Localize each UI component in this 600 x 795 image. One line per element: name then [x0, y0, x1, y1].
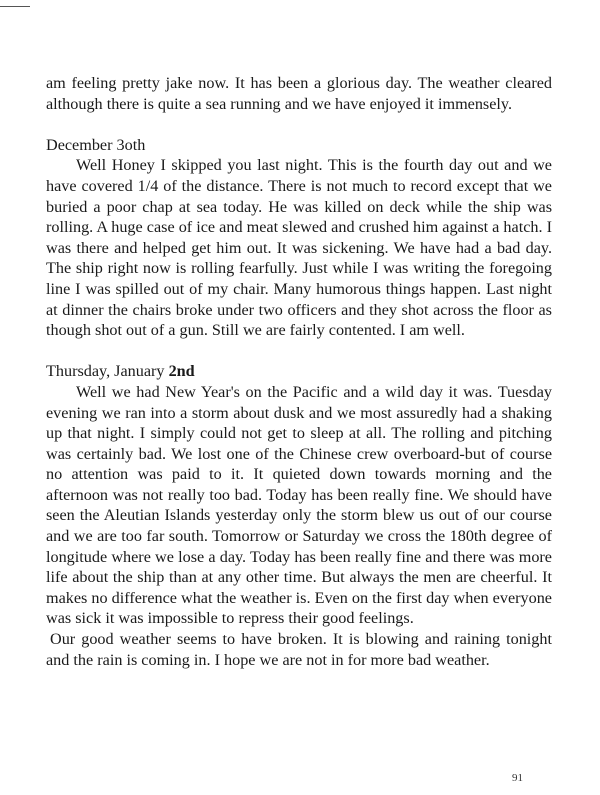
- page-body: [46, 73, 552, 670]
- corner-rule: [0, 6, 30, 7]
- spacer: [46, 341, 552, 362]
- page-number: 91: [512, 772, 523, 784]
- entry-heading-jan2-prefix: Thursday, January: [46, 362, 169, 381]
- entry-heading-dec30: December 3oth: [46, 135, 146, 154]
- spacer: [46, 114, 552, 135]
- entry-text-jan2-continued: Our good weather seems to have broken. It is blowing and raining tonight and the rain is coming in. I hope we are not in for more bad weather.: [46, 630, 552, 669]
- intro-paragraph: am feeling pretty jake now. It has been a glorious day. The weather cleared although there is quite a sea running and we have enjoyed it immensely.: [46, 74, 552, 113]
- entry-text-dec30: Well Honey I skipped you last night. This is the fourth day out and we have covered 1/4 of the distance. There is not much to record except that we buried a poor chap at sea today. He was killed on deck while the ship was rolling. A huge case of ice and meat slewed and crushed him against a hatch. I was there and helped get him out. It was sickening. We have had a bad day. The ship right now is rolling fearfully. Just while I was writing the foregoing line I was spilled out of my chair. Many humorous things happen. Last night at dinner the chairs broke under two officers and they shot across the floor as though shot out of a gun. Still we are fairly contented. I am well.: [46, 156, 552, 340]
- entry-heading-jan2: [46, 361, 552, 382]
- entry-text-jan2: Well we had New Year's on the Pacific and a wild day it was. Tuesday evening we ran into a storm about dusk and we most assuredly had a shaking up that night. I simply could not get to sleep at all. The rolling and pitching was certainly bad. We lost one of the Chinese crew overboard-but of course no attention was paid to it. It quieted down towards morning and the afternoon was not really too bad. Today has been really fine. We should have seen the Aleutian Islands yesterday only the storm blew us out of our course and we are too far south. Tomorrow or Saturday we cross the 180th degree of longitude where we lose a day. Today has been really fine and there was more life about the ship than at any other time. But always the men are cheerful. It makes no difference what the weather is. Even on the first day when everyone was sick it was impossible to repress their good feelings.: [46, 382, 552, 628]
- entry-heading-jan2-bold: 2nd: [168, 362, 195, 381]
